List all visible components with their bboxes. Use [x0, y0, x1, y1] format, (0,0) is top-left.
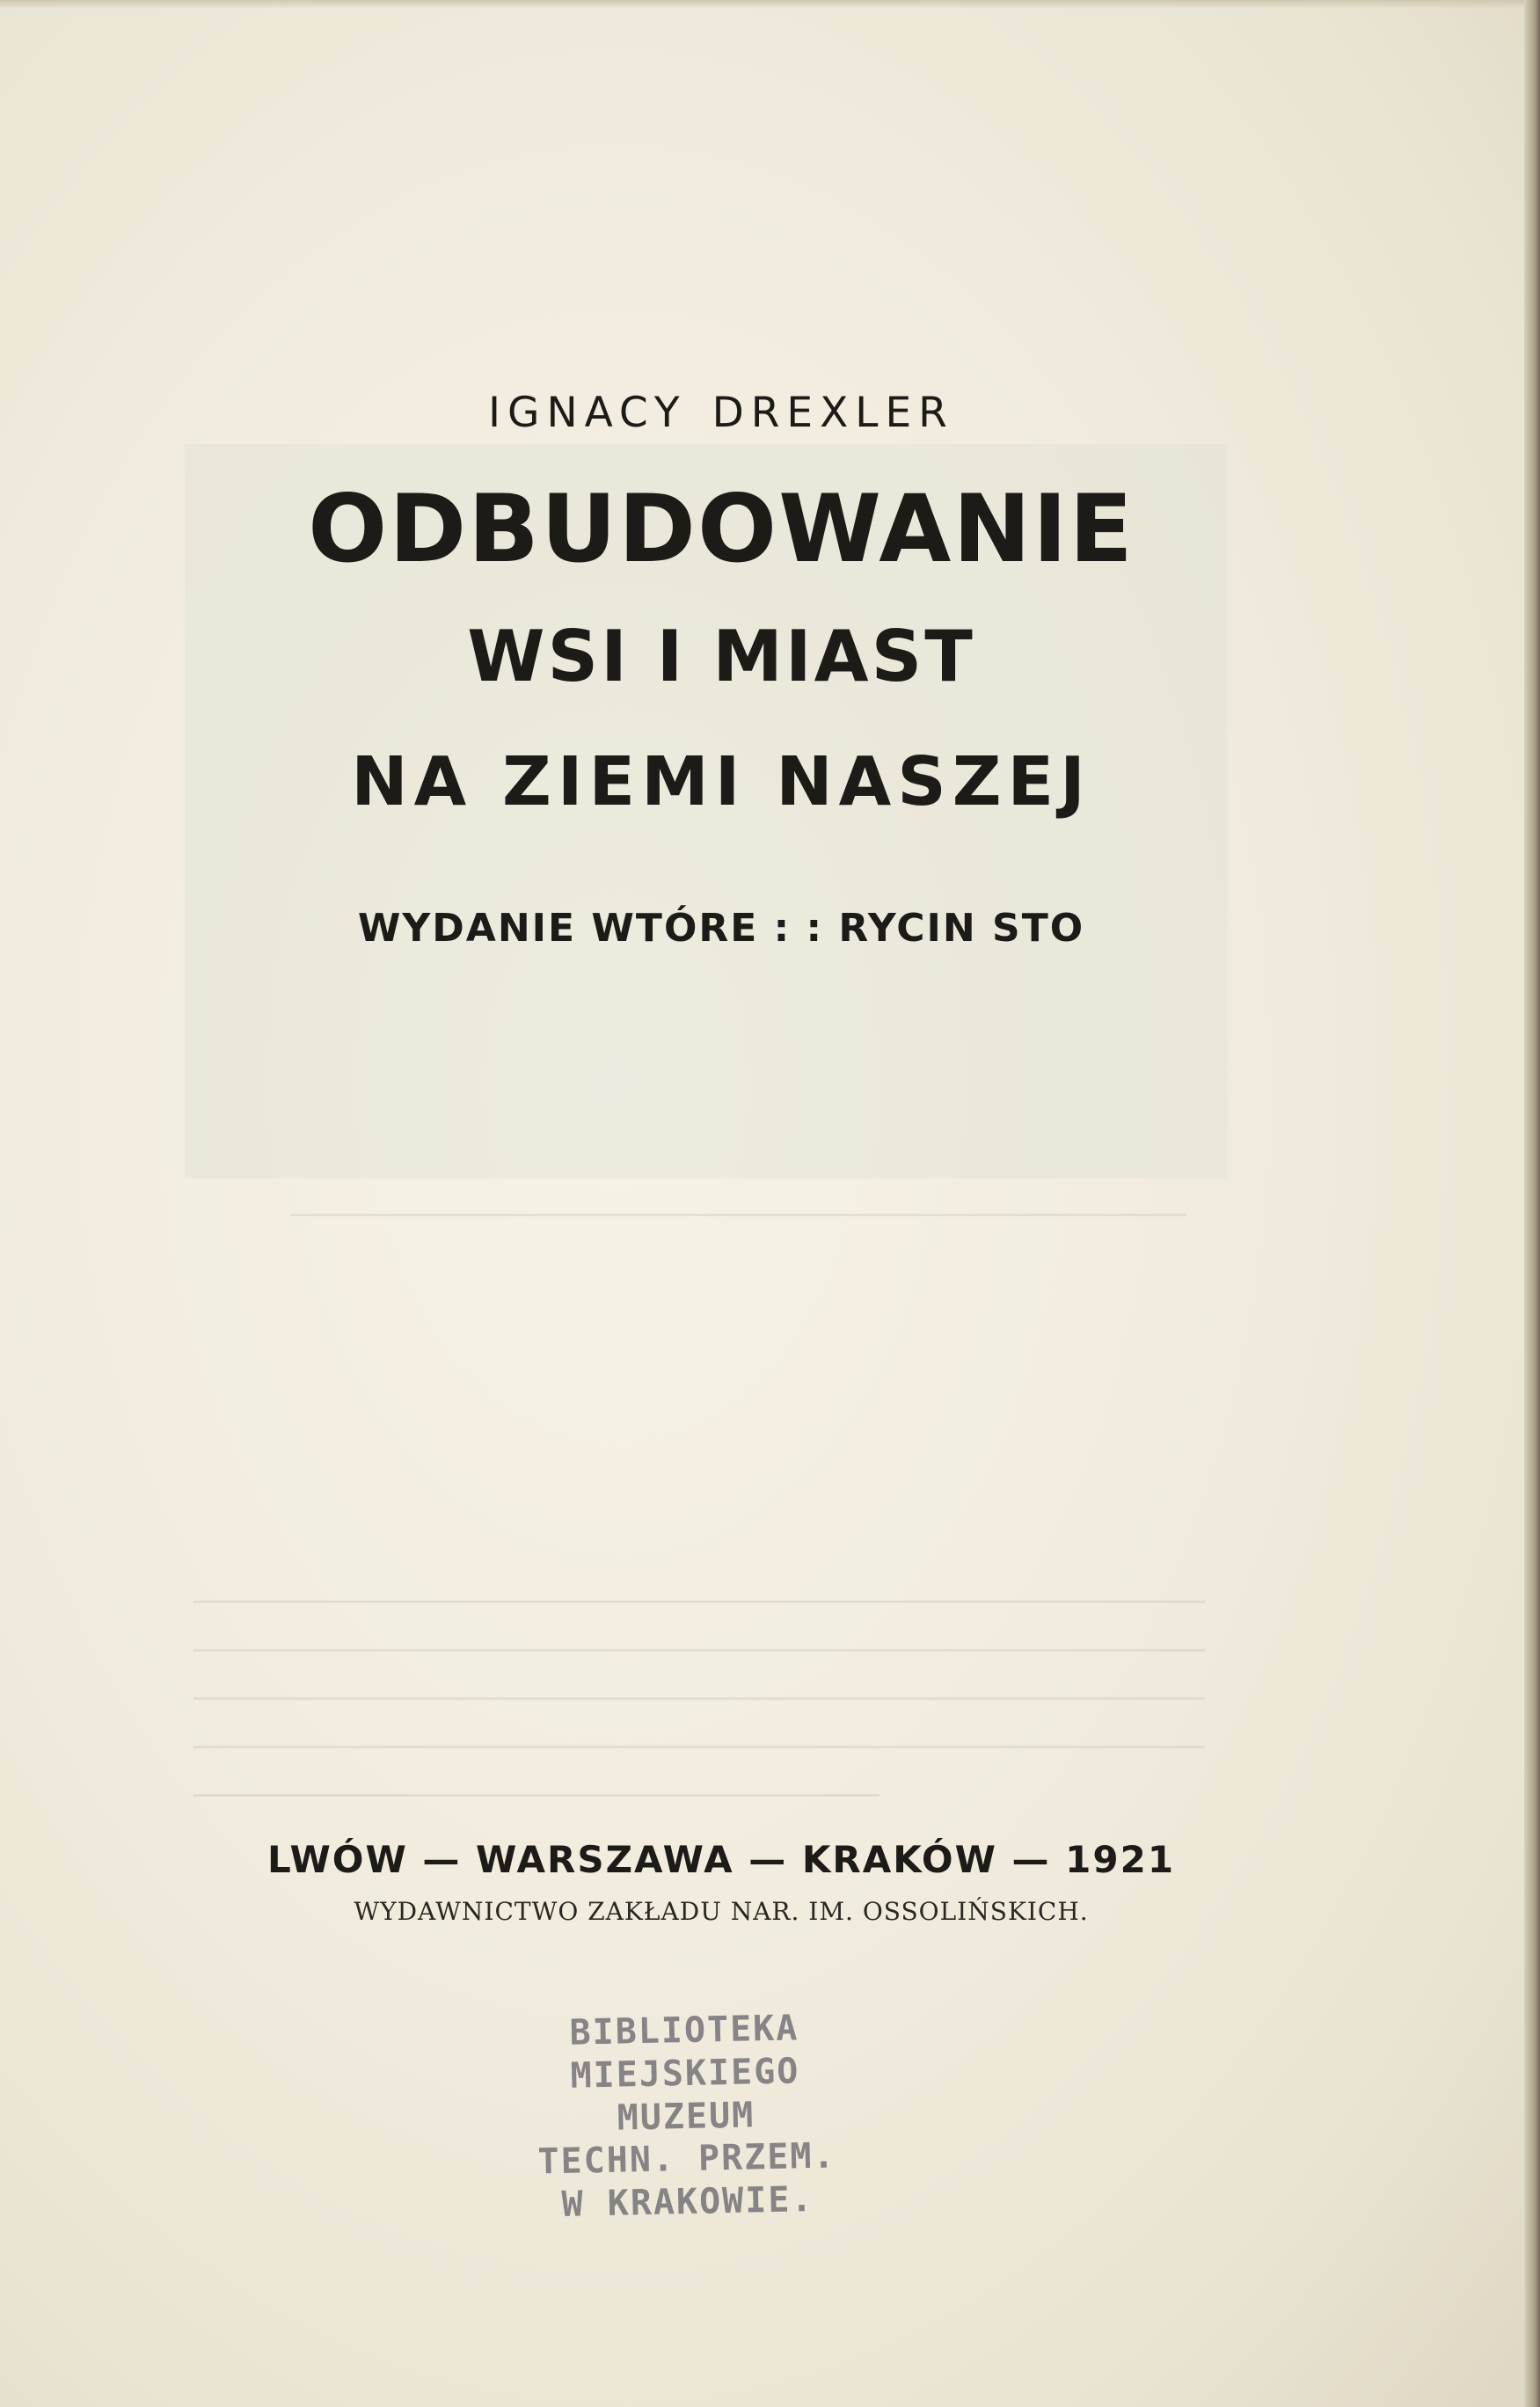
bleed-line [193, 1746, 1205, 1748]
stamp-line: W KRAKOWIE. [561, 2179, 814, 2226]
library-stamp [490, 2005, 881, 2228]
page-right-edge [1524, 0, 1540, 2407]
stamp-line: BIBLIOTEKA [569, 2008, 799, 2053]
author-name: IGNACY DREXLER [488, 389, 954, 437]
page-top-shadow [0, 0, 1540, 9]
subtitle-line-2: NA ZIEMI NASZEJ [351, 743, 1091, 821]
stamp-line: MIEJSKIEGO [570, 2051, 800, 2097]
imprint-places-year: LWÓW — WARSZAWA — KRAKÓW — 1921 [266, 1838, 1176, 1881]
bleed-line [193, 1794, 879, 1797]
bleed-line [193, 1649, 1205, 1652]
bleed-line [193, 1697, 1205, 1700]
edition-note: WYDANIE WTÓRE : : RYCIN STO [357, 906, 1085, 951]
stamp-line: MUZEUM [617, 2094, 755, 2139]
subtitle-line-1: WSI I MIAST [467, 616, 975, 697]
bleed-line [290, 1214, 1187, 1216]
book-title: ODBUDOWANIE [308, 475, 1135, 583]
stamp-line: TECHN. PRZEM. [537, 2135, 836, 2183]
bleed-line [193, 1601, 1205, 1603]
imprint-publisher: WYDAWNICTWO ZAKŁADU NAR. IM. OSSOLIŃSKICH. [354, 1897, 1089, 1926]
